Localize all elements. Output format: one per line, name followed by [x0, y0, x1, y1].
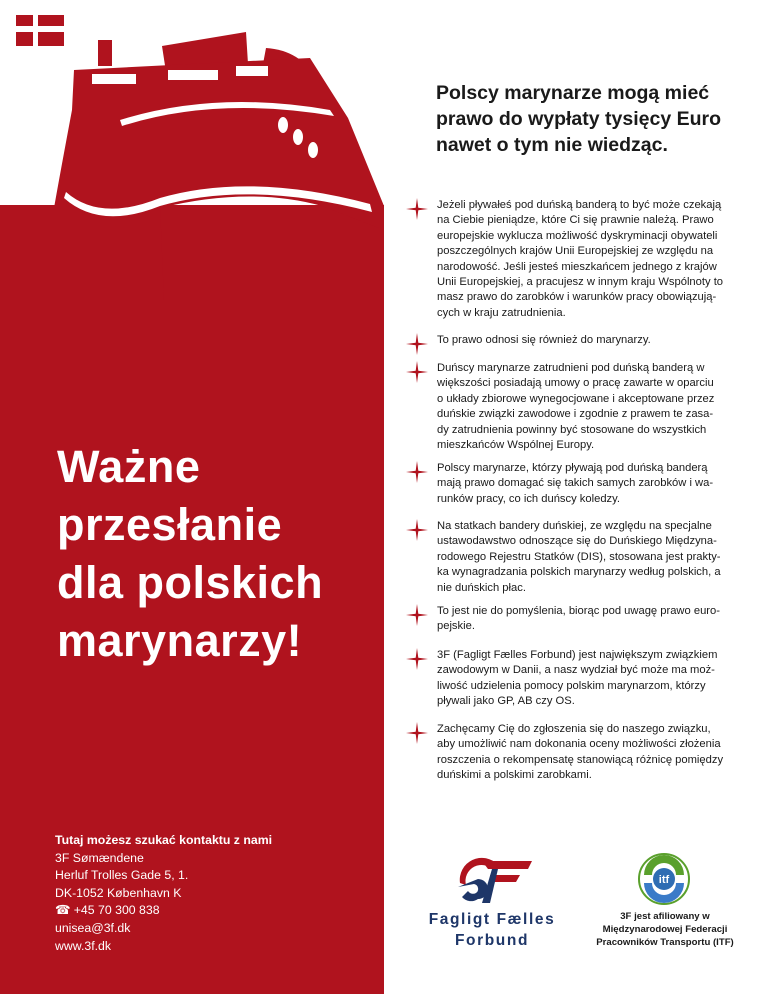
bullet-text-line: Zachęcamy Cię do zgłoszenia się do naszego związku, [437, 723, 711, 735]
compass-star-icon [406, 361, 428, 383]
bullet-text-line: mieszkańców Wspólnej Europy. [437, 439, 595, 452]
bullet-text-line: o układy zbiorowe wynegocjowane i akceptowane przez [437, 392, 715, 405]
bullet-text-line: cych w kraju zatrudnienia. [437, 306, 566, 319]
contact-email[interactable]: unisea@3f.dk [55, 920, 131, 935]
compass-star-icon [406, 648, 428, 670]
bullet-text [437, 519, 737, 596]
svg-text:itf: itf [658, 874, 670, 886]
bullet-text-line: narodowość. Jeśli jesteś mieszkańcem jednego z krajów [437, 260, 717, 273]
contact-city: DK-1052 København K [55, 885, 182, 900]
bullet-text-line: pejskie. [437, 620, 475, 633]
itf-caption-line: Międzynarodowej Federacji [602, 924, 728, 935]
bullet-text-line: europejskie wyklucza możliwość dyskryminacji obywateli [437, 229, 718, 242]
bullet-text [437, 722, 737, 784]
bullet-text-line: zawodowym w Danii, a nasz wydział być może ma moż- [437, 664, 715, 677]
bullet-text-line: liwość udzielenia pomocy polskim marynarzom, którzy [437, 679, 706, 692]
bullet-text-line: roszczenia o rekompensatę stanowiącą różnicę pomiędzy [437, 753, 724, 766]
bullet-text-line: dy zatrudnienia powinny być stosowane do wszystkich [437, 423, 707, 436]
contact-street: Herluf Trolles Gade 5, 1. [55, 868, 189, 883]
bullet-text [437, 198, 737, 321]
bullet-text [437, 648, 737, 710]
bullet-text [437, 604, 737, 635]
bullet-text-line: nie duńskich płac. [437, 581, 526, 594]
bullet-text-line: To prawo odnosi się również do marynarzy. [437, 334, 651, 346]
compass-star-icon [406, 604, 428, 626]
contact-phone-row [55, 902, 272, 920]
compass-star-icon [406, 722, 428, 744]
bullet-text-line: duńskie związki zawodowe i zgodnie z prawem te zasa- [437, 408, 714, 421]
phone-icon: ☎ [55, 903, 71, 918]
contact-title: Tutaj możesz szukać kontaktu z nami [55, 833, 273, 847]
intro-line: Polscy marynarze mogą mieć [436, 82, 710, 104]
bullet-text-line: Duńscy marynarze zatrudnieni pod duńską banderą w [437, 362, 705, 374]
bullet-text-line: Jeżeli pływałeś pod duńską banderą to być może czekają [437, 199, 722, 211]
contact-block [55, 832, 272, 955]
itf-caption-line: 3F jest afiliowany w [620, 911, 710, 922]
headline-line: Ważne [57, 441, 201, 492]
fff-mark-icon [454, 857, 534, 905]
bullet-text [437, 333, 737, 348]
contact-web[interactable]: www.3f.dk [55, 938, 112, 953]
compass-star-icon [406, 198, 428, 220]
bullet-text-line: ustawodawstwo odnoszące się do Duńskiego Międzyna- [437, 535, 717, 548]
bullet-text-line: pływali jako GP, AB czy OS. [437, 695, 575, 708]
bullet-text-line: duńskimi a polskimi zarobkami. [437, 769, 592, 782]
bullet-text [437, 461, 737, 507]
itf-logo-icon [638, 853, 690, 905]
contact-org: 3F Sømændene [55, 850, 144, 865]
itf-caption-line: Pracowników Transportu (ITF) [596, 937, 734, 948]
bullet-text-line: ka wynagradzania polskich marynarzy według polskich, a [437, 566, 721, 579]
headline-line: dla polskich [57, 557, 324, 608]
contact-phone: +45 70 300 838 [73, 903, 160, 918]
bullet-text [437, 361, 737, 453]
danish-flag-icon [16, 15, 64, 46]
bullet-text-line: mają prawo domagać się takich samych zarobków i wa- [437, 477, 714, 490]
bullet-text-line: Na statkach bandery duńskiej, ze względu na specjalne [437, 520, 712, 532]
bullet-text-line: runków pracy, co ich duńscy koledzy. [437, 492, 621, 505]
headline [57, 438, 323, 670]
headline-line: przesłanie [57, 499, 283, 550]
intro-line: prawo do wypłaty tysięcy Euro [436, 108, 721, 130]
bullet-text-line: na Ciebie pieniądze, które Ci się prawnie należą. Prawo [437, 214, 714, 227]
compass-star-icon [406, 461, 428, 483]
compass-star-icon [406, 519, 428, 541]
headline-line: marynarzy! [57, 615, 303, 666]
intro-heading [436, 80, 746, 158]
compass-star-icon [406, 333, 428, 355]
itf-caption [584, 910, 746, 949]
bullet-text-line: poszczególnych krajów Unii Europejskiej ze względu na [437, 245, 714, 258]
bullet-text-line: Unii Europejskiej, a pracujesz w innym kraju Wspólnoty to [437, 276, 724, 289]
bullet-text-line: rodowego Rejestru Statków (DIS), stosowana jest prakty- [437, 550, 721, 563]
fff-name-line1: Fagligt Fælles [428, 911, 556, 928]
fff-name-line2: Forbund [454, 932, 530, 949]
bullet-text-line: To jest nie do pomyślenia, biorąc pod uwagę prawo euro- [437, 605, 720, 617]
fff-logo [412, 857, 572, 957]
intro-line: nawet o tym nie wiedząc. [436, 134, 668, 156]
bullet-text-line: masz prawo do zarobków i warunków pracy obowiązują- [437, 291, 717, 304]
bullet-text-line: 3F (Fagligt Fælles Forbund) jest największym związkiem [437, 649, 718, 661]
bullet-text-line: większości posiadają umowy o pracę zawarte w oparciu [437, 377, 714, 390]
bullet-text-line: aby umożliwić nam dokonania oceny możliwości złożenia [437, 738, 721, 751]
bullet-text-line: Polscy marynarze, którzy pływają pod duńską banderą [437, 462, 708, 474]
